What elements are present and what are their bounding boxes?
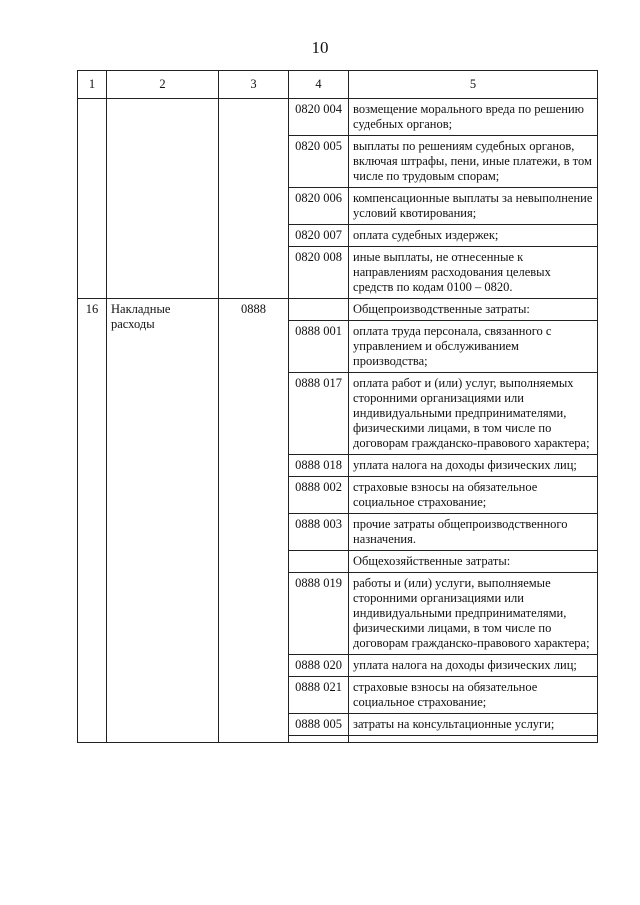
row-text: компенсационные выплаты за невыполнение условий квотирования; <box>349 188 598 225</box>
row-text: оплата работ и (или) услуг, выполняемых сторонними организациями или индивидуальными предпринимателями, физическими лицами, в том числе по договорам гражданско-правового характера; <box>349 373 598 455</box>
row-code-empty <box>289 299 349 321</box>
table-row <box>78 99 598 136</box>
row-text-empty <box>349 736 598 743</box>
row-text: оплата труда персонала, связанного с управлением и обслуживанием производства; <box>349 321 598 373</box>
row-code: 0888 001 <box>289 321 349 373</box>
row-text: иные выплаты, не отнесенные к направлениям расходования целевых средств по кодам 0100 – 0820. <box>349 247 598 299</box>
item-number: 16 <box>78 299 107 743</box>
row-code: 0820 007 <box>289 225 349 247</box>
row-code: 0888 005 <box>289 714 349 736</box>
row-text: оплата судебных издержек; <box>349 225 598 247</box>
table-row <box>78 299 598 321</box>
row-code: 0888 021 <box>289 677 349 714</box>
row-code: 0888 019 <box>289 573 349 655</box>
row-code: 0820 006 <box>289 188 349 225</box>
row-text: страховые взносы на обязательное социальное страхование; <box>349 677 598 714</box>
header-row <box>78 71 598 99</box>
header-col-2: 2 <box>107 71 219 99</box>
row-code: 0820 005 <box>289 136 349 188</box>
row-code-empty <box>289 736 349 743</box>
cell-number-empty <box>78 99 107 299</box>
header-col-3: 3 <box>219 71 289 99</box>
row-text: уплата налога на доходы физических лиц; <box>349 655 598 677</box>
row-text: страховые взносы на обязательное социальное страхование; <box>349 477 598 514</box>
item-code: 0888 <box>219 299 289 743</box>
row-text: затраты на консультационные услуги; <box>349 714 598 736</box>
header-col-1: 1 <box>78 71 107 99</box>
row-text: прочие затраты общепроизводственного назначения. <box>349 514 598 551</box>
row-code: 0888 003 <box>289 514 349 551</box>
row-text: уплата налога на доходы физических лиц; <box>349 455 598 477</box>
row-code: 0888 020 <box>289 655 349 677</box>
item-name: Накладные расходы <box>107 299 219 743</box>
section-heading-general: Общехозяйственные затраты: <box>349 551 598 573</box>
page-number: 10 <box>311 38 329 57</box>
row-code-empty <box>289 551 349 573</box>
row-code: 0820 004 <box>289 99 349 136</box>
row-code: 0888 002 <box>289 477 349 514</box>
document-table <box>77 70 598 743</box>
cell-name-empty <box>107 99 219 299</box>
row-code: 0820 008 <box>289 247 349 299</box>
row-text: работы и (или) услуги, выполняемые сторонними организациями или индивидуальными предпринимателями, физическими лицами, в том числе по договорам гражданско-правового характера; <box>349 573 598 655</box>
row-text: возмещение морального вреда по решению судебных органов; <box>349 99 598 136</box>
row-text: выплаты по решениям судебных органов, включая штрафы, пени, иные платежи, в том числе по трудовым спорам; <box>349 136 598 188</box>
cell-code-empty <box>219 99 289 299</box>
row-code: 0888 018 <box>289 455 349 477</box>
row-code: 0888 017 <box>289 373 349 455</box>
section-heading-production: Общепроизводственные затраты: <box>349 299 598 321</box>
header-col-4: 4 <box>289 71 349 99</box>
header-col-5: 5 <box>349 71 598 99</box>
